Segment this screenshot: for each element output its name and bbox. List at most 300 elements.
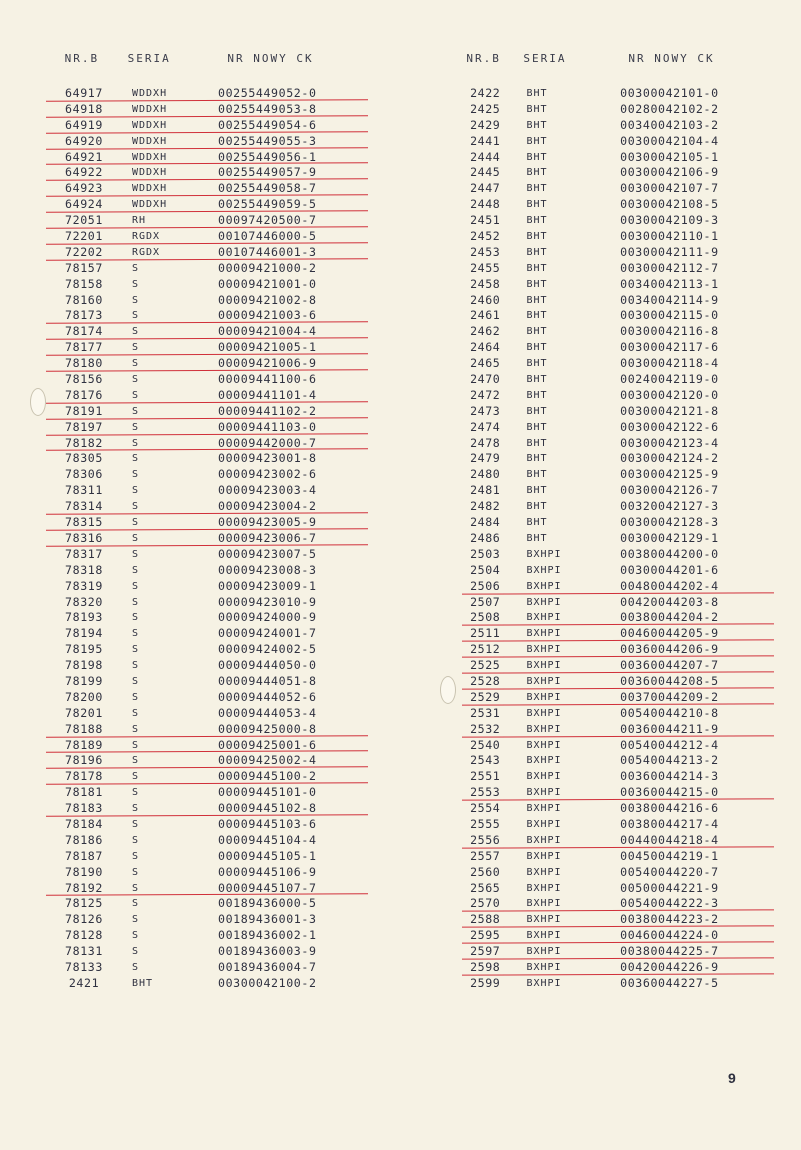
right-table-header <box>456 52 776 72</box>
cell-seria: BHT <box>526 135 548 147</box>
table-row <box>456 388 776 404</box>
header-nr-b: NR.B <box>466 52 501 65</box>
table-row <box>456 118 776 134</box>
table-row <box>40 944 370 960</box>
table-row <box>40 801 370 817</box>
table-row <box>40 928 370 944</box>
table-row <box>40 706 370 722</box>
cell-nr-b: 2460 <box>470 292 501 307</box>
cell-nr-nowy: 00009423003-4 <box>218 483 317 498</box>
cell-nr-nowy: 00380044225-7 <box>620 944 719 959</box>
cell-seria: S <box>132 548 140 560</box>
cell-nr-nowy: 00360044208-5 <box>620 673 719 688</box>
cell-nr-nowy: 00300042106-9 <box>620 165 719 180</box>
cell-seria: WDDXH <box>132 103 168 115</box>
cell-seria: BXHPI <box>526 596 562 608</box>
cell-seria: BHT <box>526 358 548 370</box>
cell-nr-b: 64920 <box>65 133 103 148</box>
cell-nr-nowy: 00009421005-1 <box>218 340 317 355</box>
cell-seria: S <box>132 850 140 862</box>
table-row <box>40 181 370 197</box>
cell-seria: WDDXH <box>132 88 168 99</box>
table-row <box>40 833 370 849</box>
cell-seria: S <box>132 628 140 640</box>
cell-nr-nowy: 00255449058-7 <box>218 181 317 196</box>
cell-nr-nowy: 00460044205-9 <box>620 626 719 641</box>
cell-seria: BHT <box>526 246 548 258</box>
table-row <box>456 197 776 213</box>
cell-seria: RH <box>132 215 147 227</box>
cell-seria: BXHPI <box>526 850 562 862</box>
cell-nr-nowy: 00009421006-9 <box>218 356 317 371</box>
table-row <box>456 642 776 658</box>
cell-nr-nowy: 00009445100-2 <box>218 769 317 784</box>
cell-nr-nowy: 00255449054-6 <box>218 117 317 132</box>
cell-seria: BXHPI <box>526 739 562 751</box>
cell-nr-nowy: 00450044219-1 <box>620 848 719 863</box>
cell-nr-b: 72201 <box>65 229 103 244</box>
cell-nr-b: 2595 <box>470 928 501 943</box>
cell-seria: WDDXH <box>132 135 168 147</box>
cell-nr-b: 2540 <box>470 737 501 752</box>
cell-seria: WDDXH <box>132 199 168 211</box>
cell-nr-b: 2444 <box>470 149 501 164</box>
cell-nr-b: 78173 <box>65 308 103 323</box>
table-row <box>456 865 776 881</box>
cell-nr-nowy: 00380044204-2 <box>620 610 719 625</box>
cell-nr-b: 2557 <box>470 848 501 863</box>
cell-nr-nowy: 00189436001-3 <box>218 912 317 927</box>
cell-nr-nowy: 00540044222-3 <box>620 896 719 911</box>
table-row <box>40 912 370 928</box>
cell-seria: S <box>132 596 140 608</box>
cell-nr-b: 64924 <box>65 197 103 212</box>
cell-nr-nowy: 00255449057-9 <box>218 165 317 180</box>
cell-nr-b: 2506 <box>470 578 501 593</box>
header-nr-b: NR.B <box>64 52 100 65</box>
cell-nr-b: 2529 <box>470 689 501 704</box>
cell-nr-b: 2465 <box>470 356 501 371</box>
cell-nr-b: 64918 <box>65 101 103 116</box>
table-row <box>456 610 776 626</box>
cell-nr-b: 72051 <box>65 213 103 228</box>
table-row <box>456 769 776 785</box>
cell-nr-b: 2528 <box>470 673 501 688</box>
cell-nr-b: 2470 <box>470 372 501 387</box>
cell-nr-nowy: 00255449055-3 <box>218 133 317 148</box>
cell-nr-b: 78199 <box>65 673 103 688</box>
cell-nr-nowy: 00009445102-8 <box>218 801 317 816</box>
table-row <box>456 690 776 706</box>
table-row <box>40 261 370 277</box>
cell-seria: BHT <box>526 310 548 322</box>
cell-nr-nowy: 00009423010-9 <box>218 594 317 609</box>
cell-nr-b: 2455 <box>470 260 501 275</box>
cell-seria: S <box>132 326 140 338</box>
cell-nr-nowy: 00009424001-7 <box>218 626 317 641</box>
cell-seria: S <box>132 803 140 815</box>
cell-nr-nowy: 00300042107-7 <box>620 181 719 196</box>
table-row <box>40 356 370 372</box>
cell-nr-nowy: 00380044223-2 <box>620 912 719 927</box>
table-row <box>40 690 370 706</box>
header-seria: SERIA <box>127 52 171 65</box>
cell-nr-nowy: 00009442000-7 <box>218 435 317 450</box>
cell-nr-nowy: 00360044227-5 <box>620 975 719 990</box>
table-row <box>40 579 370 595</box>
cell-nr-nowy: 00300042124-2 <box>620 451 719 466</box>
page-number: 9 <box>728 1070 736 1086</box>
table-row <box>456 467 776 483</box>
right-table-body <box>456 86 776 992</box>
cell-nr-b: 64917 <box>65 86 103 100</box>
cell-nr-nowy: 00300042126-7 <box>620 483 719 498</box>
cell-nr-b: 78181 <box>65 785 103 800</box>
cell-seria: RGDX <box>132 231 161 243</box>
cell-seria: S <box>132 517 140 529</box>
cell-nr-nowy: 00360044214-3 <box>620 769 719 784</box>
cell-seria: BXHPI <box>526 866 562 878</box>
table-row <box>40 626 370 642</box>
cell-nr-b: 2507 <box>470 594 501 609</box>
cell-nr-b: 78157 <box>65 260 103 275</box>
cell-nr-nowy: 00300042110-1 <box>620 229 719 244</box>
cell-seria: S <box>132 898 140 910</box>
cell-nr-nowy: 00009444053-4 <box>218 705 317 720</box>
cell-nr-nowy: 00380044200-0 <box>620 546 719 561</box>
cell-nr-b: 2448 <box>470 197 501 212</box>
cell-seria: S <box>132 294 140 306</box>
cell-seria: BHT <box>526 103 548 115</box>
cell-seria: BXHPI <box>526 707 562 719</box>
table-row <box>40 102 370 118</box>
cell-nr-b: 2511 <box>470 626 501 641</box>
table-row <box>456 833 776 849</box>
cell-seria: S <box>132 374 140 386</box>
cell-nr-nowy: 00460044224-0 <box>620 928 719 943</box>
cell-seria: S <box>132 485 140 497</box>
cell-nr-b: 78160 <box>65 292 103 307</box>
cell-nr-nowy: 00009445104-4 <box>218 832 317 847</box>
cell-seria: S <box>132 691 140 703</box>
cell-nr-nowy: 00540044210-8 <box>620 705 719 720</box>
table-row <box>456 340 776 356</box>
table-row <box>40 451 370 467</box>
cell-nr-nowy: 00009423002-6 <box>218 467 317 482</box>
cell-nr-nowy: 00340042113-1 <box>620 276 719 291</box>
cell-nr-nowy: 00009423006-7 <box>218 530 317 545</box>
table-row <box>456 674 776 690</box>
cell-seria: S <box>132 660 140 672</box>
cell-nr-b: 78189 <box>65 737 103 752</box>
table-row <box>456 531 776 547</box>
cell-nr-b: 78311 <box>65 483 103 498</box>
cell-nr-b: 2599 <box>470 975 501 990</box>
cell-seria: BHT <box>526 485 548 497</box>
cell-seria: BHT <box>526 405 548 417</box>
cell-nr-b: 2462 <box>470 324 501 339</box>
punch-hole-mark <box>440 676 456 704</box>
cell-nr-nowy: 00189436004-7 <box>218 959 317 974</box>
cell-nr-nowy: 00009424000-9 <box>218 610 317 625</box>
cell-nr-b: 78314 <box>65 499 103 514</box>
table-row <box>40 769 370 785</box>
cell-nr-nowy: 00009423004-2 <box>218 499 317 514</box>
cell-nr-b: 2551 <box>470 769 501 784</box>
table-row <box>40 547 370 563</box>
table-row <box>456 86 776 102</box>
table-row <box>456 181 776 197</box>
right-table <box>456 52 776 992</box>
cell-nr-b: 78176 <box>65 387 103 402</box>
cell-seria: BHT <box>526 119 548 131</box>
left-table <box>40 52 370 992</box>
cell-seria: BHT <box>526 453 548 465</box>
table-row <box>456 372 776 388</box>
cell-seria: S <box>132 389 140 401</box>
cell-nr-b: 78317 <box>65 546 103 561</box>
cell-nr-b: 2503 <box>470 546 501 561</box>
table-row <box>456 928 776 944</box>
table-row <box>456 722 776 738</box>
cell-nr-nowy: 00540044213-2 <box>620 753 719 768</box>
cell-nr-nowy: 00255449053-8 <box>218 101 317 116</box>
cell-nr-b: 2480 <box>470 467 501 482</box>
cell-nr-b: 78193 <box>65 610 103 625</box>
cell-nr-b: 78180 <box>65 356 103 371</box>
cell-seria: S <box>132 501 140 513</box>
cell-seria: S <box>132 580 140 592</box>
cell-nr-b: 64919 <box>65 117 103 132</box>
cell-seria: BXHPI <box>526 755 562 767</box>
table-row <box>40 499 370 515</box>
cell-seria: BHT <box>526 183 548 195</box>
table-row <box>40 277 370 293</box>
cell-nr-b: 78195 <box>65 642 103 657</box>
cell-nr-b: 78126 <box>65 912 103 927</box>
table-row <box>40 197 370 213</box>
table-row <box>40 642 370 658</box>
table-row <box>40 531 370 547</box>
table-row <box>40 467 370 483</box>
table-row <box>456 261 776 277</box>
cell-seria: S <box>132 961 140 973</box>
cell-nr-b: 2486 <box>470 530 501 545</box>
cell-seria: BXHPI <box>526 691 562 703</box>
table-row <box>456 738 776 754</box>
table-row <box>40 436 370 452</box>
cell-nr-nowy: 00480044202-4 <box>620 578 719 593</box>
cell-nr-nowy: 00009444052-6 <box>218 689 317 704</box>
cell-seria: BHT <box>526 389 548 401</box>
cell-nr-b: 2553 <box>470 785 501 800</box>
cell-nr-nowy: 00255449059-5 <box>218 197 317 212</box>
table-row <box>40 293 370 309</box>
table-row <box>456 785 776 801</box>
cell-nr-b: 2464 <box>470 340 501 355</box>
cell-nr-b: 78187 <box>65 848 103 863</box>
cell-nr-nowy: 00320042127-3 <box>620 499 719 514</box>
cell-nr-b: 2504 <box>470 562 501 577</box>
cell-seria: BXHPI <box>526 834 562 846</box>
cell-nr-nowy: 00097420500-7 <box>218 213 317 228</box>
cell-seria: BHT <box>526 262 548 274</box>
cell-seria: S <box>132 707 140 719</box>
cell-nr-b: 2474 <box>470 419 501 434</box>
cell-nr-b: 2451 <box>470 213 501 228</box>
cell-nr-nowy: 00420044203-8 <box>620 594 719 609</box>
cell-nr-nowy: 00300042118-4 <box>620 356 719 371</box>
cell-nr-nowy: 00300042108-5 <box>620 197 719 212</box>
table-row <box>456 245 776 261</box>
cell-seria: S <box>132 914 140 926</box>
cell-seria: BHT <box>526 517 548 529</box>
table-row <box>40 960 370 976</box>
cell-seria: BHT <box>526 501 548 513</box>
cell-nr-nowy: 00300042115-0 <box>620 308 719 323</box>
cell-seria: BHT <box>526 215 548 227</box>
cell-seria: S <box>132 946 140 958</box>
cell-seria: S <box>132 739 140 751</box>
table-row <box>456 499 776 515</box>
cell-seria: BHT <box>526 231 548 243</box>
cell-nr-b: 2473 <box>470 403 501 418</box>
cell-nr-nowy: 00009421001-0 <box>218 276 317 291</box>
cell-nr-nowy: 00300042120-0 <box>620 387 719 402</box>
table-row <box>456 356 776 372</box>
cell-nr-nowy: 00360044206-9 <box>620 642 719 657</box>
cell-nr-b: 78200 <box>65 689 103 704</box>
cell-nr-b: 2508 <box>470 610 501 625</box>
cell-nr-b: 2472 <box>470 387 501 402</box>
table-row <box>40 515 370 531</box>
cell-nr-b: 2570 <box>470 896 501 911</box>
table-row <box>456 706 776 722</box>
table-row <box>456 547 776 563</box>
cell-nr-b: 2588 <box>470 912 501 927</box>
cell-nr-nowy: 00300042100-2 <box>218 975 317 990</box>
table-row <box>456 849 776 865</box>
table-row <box>456 404 776 420</box>
cell-nr-nowy: 00009425001-6 <box>218 737 317 752</box>
cell-seria: S <box>132 469 140 481</box>
table-row <box>40 229 370 245</box>
cell-nr-b: 78184 <box>65 816 103 831</box>
cell-seria: BXHPI <box>526 628 562 640</box>
cell-seria: BXHPI <box>526 961 562 973</box>
cell-nr-b: 78174 <box>65 324 103 339</box>
table-row <box>40 483 370 499</box>
table-row <box>456 277 776 293</box>
cell-nr-nowy: 00370044209-2 <box>620 689 719 704</box>
cell-seria: S <box>132 723 140 735</box>
cell-nr-nowy: 00107446001-3 <box>218 244 317 259</box>
cell-nr-b: 64921 <box>65 149 103 164</box>
cell-nr-b: 78191 <box>65 403 103 418</box>
cell-seria: WDDXH <box>132 167 168 179</box>
table-row <box>456 451 776 467</box>
table-row <box>456 293 776 309</box>
header-nr-nowy: NR NOWY CK <box>227 52 314 65</box>
cell-nr-nowy: 00009441101-4 <box>218 387 317 402</box>
cell-seria: BXHPI <box>526 612 562 624</box>
table-row <box>456 324 776 340</box>
table-row <box>40 563 370 579</box>
cell-nr-b: 2598 <box>470 959 501 974</box>
table-row <box>456 944 776 960</box>
table-row <box>456 976 776 992</box>
cell-seria: BHT <box>526 199 548 211</box>
cell-seria: BXHPI <box>526 580 562 592</box>
table-row <box>40 896 370 912</box>
left-table-header <box>40 52 370 72</box>
table-row <box>456 579 776 595</box>
table-row <box>40 245 370 261</box>
cell-seria: S <box>132 866 140 878</box>
table-row <box>40 324 370 340</box>
cell-nr-nowy: 00189436000-5 <box>218 896 317 911</box>
cell-nr-b: 78319 <box>65 578 103 593</box>
cell-seria: BXHPI <box>526 882 562 894</box>
cell-nr-nowy: 00300042128-3 <box>620 515 719 530</box>
cell-seria: BXHPI <box>526 914 562 926</box>
cell-seria: S <box>132 882 140 894</box>
cell-nr-b: 2597 <box>470 944 501 959</box>
cell-seria: WDDXH <box>132 183 168 195</box>
table-row <box>456 912 776 928</box>
cell-seria: BXHPI <box>526 660 562 672</box>
cell-nr-nowy: 00009423007-5 <box>218 546 317 561</box>
cell-nr-nowy: 00009423001-8 <box>218 451 317 466</box>
table-row <box>456 213 776 229</box>
cell-nr-nowy: 00540044212-4 <box>620 737 719 752</box>
cell-nr-nowy: 00300042122-6 <box>620 419 719 434</box>
cell-nr-nowy: 00009421004-4 <box>218 324 317 339</box>
cell-nr-nowy: 00300042105-1 <box>620 149 719 164</box>
table-row <box>40 213 370 229</box>
table-row <box>40 150 370 166</box>
cell-seria: BXHPI <box>526 787 562 799</box>
cell-seria: S <box>132 262 140 274</box>
table-row <box>40 86 370 102</box>
cell-seria: BHT <box>526 326 548 338</box>
cell-nr-b: 2481 <box>470 483 501 498</box>
table-row <box>40 849 370 865</box>
cell-nr-b: 2565 <box>470 880 501 895</box>
cell-nr-nowy: 00360044211-9 <box>620 721 719 736</box>
cell-nr-nowy: 00009424002-5 <box>218 642 317 657</box>
cell-nr-b: 78183 <box>65 801 103 816</box>
cell-nr-nowy: 00300042109-3 <box>620 213 719 228</box>
cell-nr-b: 78188 <box>65 721 103 736</box>
left-table-body <box>40 86 370 992</box>
cell-nr-b: 2482 <box>470 499 501 514</box>
table-row <box>456 515 776 531</box>
cell-nr-b: 2458 <box>470 276 501 291</box>
cell-seria: S <box>132 771 140 783</box>
table-row <box>456 896 776 912</box>
cell-seria: BXHPI <box>526 898 562 910</box>
table-row <box>40 658 370 674</box>
cell-nr-nowy: 00360044215-0 <box>620 785 719 800</box>
cell-nr-nowy: 00009425002-4 <box>218 753 317 768</box>
table-row <box>456 436 776 452</box>
cell-nr-nowy: 00009445105-1 <box>218 848 317 863</box>
cell-nr-b: 64923 <box>65 181 103 196</box>
cell-nr-b: 2543 <box>470 753 501 768</box>
cell-nr-b: 78197 <box>65 419 103 434</box>
table-row <box>456 150 776 166</box>
